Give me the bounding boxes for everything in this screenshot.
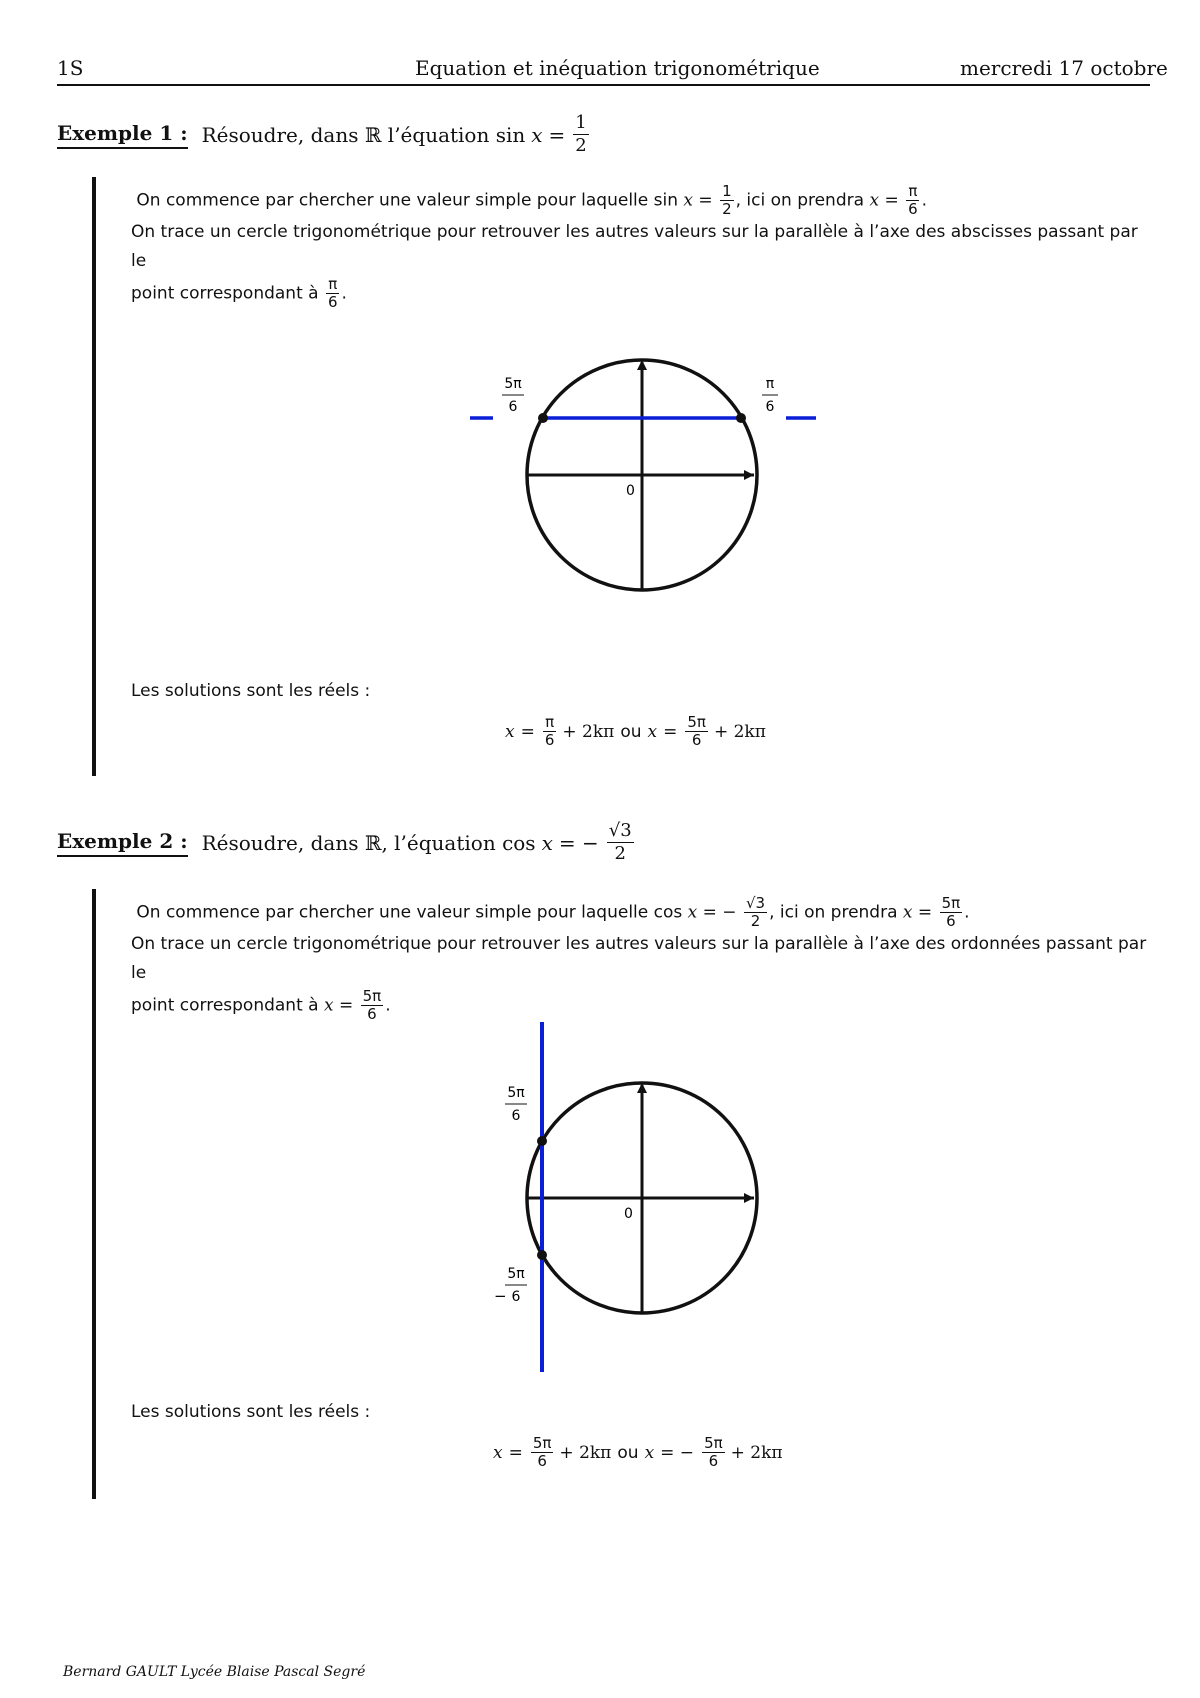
example1-trig-circle-figure xyxy=(450,340,830,600)
math-var: x xyxy=(323,995,334,1016)
example1-line2: On trace un cercle trigonométrique pour retrouver les autres valeurs sur la parallèle à l’axe des abscisses passant par le xyxy=(131,222,1138,271)
example1-solution xyxy=(505,714,766,749)
fraction-numerator: 1 xyxy=(722,182,732,200)
fraction xyxy=(720,183,734,218)
example2-line1 xyxy=(131,895,1151,930)
label-pi-6-num: π xyxy=(765,376,775,392)
fraction-denominator: 6 xyxy=(367,1005,377,1023)
origin-label: 0 xyxy=(624,1206,633,1222)
label-pi-6-den: 6 xyxy=(765,399,775,415)
math-eq: = xyxy=(698,190,713,211)
fraction-numerator: 5π xyxy=(362,987,382,1005)
text: . xyxy=(964,902,970,923)
label-5pi-6-den: 6 xyxy=(508,399,518,415)
fraction-numerator: 5π xyxy=(532,1434,552,1452)
example2-line3 xyxy=(131,988,1151,1023)
example2-solution xyxy=(493,1435,783,1470)
fraction xyxy=(940,895,963,930)
example2-statement-eq: = − xyxy=(558,830,599,855)
example2-label: Exemple 2 : xyxy=(57,829,188,857)
fraction-denominator: 6 xyxy=(908,200,918,218)
fraction-denominator: 6 xyxy=(327,293,338,311)
origin-label: 0 xyxy=(626,483,635,499)
fraction-denominator: 6 xyxy=(691,731,702,749)
header-class: 1S xyxy=(57,56,84,80)
fraction-denominator: 6 xyxy=(544,731,555,749)
example1-label: Exemple 1 : xyxy=(57,121,188,149)
math-term: + 2kπ xyxy=(562,721,615,742)
fraction-numerator: π xyxy=(908,182,918,200)
point-pi-over-6 xyxy=(736,413,746,423)
fraction-numerator: π xyxy=(545,713,555,731)
example2-title xyxy=(57,820,636,865)
fraction-denominator: 2 xyxy=(750,912,761,930)
label-minus-5pi-6-den: 6 xyxy=(511,1289,521,1305)
example1-title xyxy=(57,112,591,157)
fraction-numerator: π xyxy=(328,275,338,293)
math-eq: = xyxy=(884,190,899,211)
fraction xyxy=(326,276,340,311)
text: . xyxy=(341,283,347,304)
footer-author: Bernard GAULT Lycée Blaise Pascal Segré xyxy=(63,1664,366,1680)
fraction-numerator: √3 xyxy=(745,894,766,912)
fraction-denominator: 2 xyxy=(575,135,587,156)
math-var: x xyxy=(505,721,515,742)
math-var: x xyxy=(687,902,698,923)
header-rule xyxy=(57,84,1150,86)
header-title: Equation et inéquation trigonométrique xyxy=(415,56,820,80)
example2-statement-fraction xyxy=(607,820,634,865)
fraction xyxy=(543,714,557,749)
math-eq: = xyxy=(520,721,535,742)
text: point correspondant à xyxy=(131,283,319,304)
example2-text xyxy=(131,895,1151,1023)
example1-statement-var: x xyxy=(531,122,543,147)
example1-statement-fraction xyxy=(573,112,588,157)
header-date: mercredi 17 octobre xyxy=(960,56,1168,80)
text: . xyxy=(385,995,391,1016)
point-5pi-over-6 xyxy=(538,413,548,423)
fraction xyxy=(906,183,920,218)
text: On commence par chercher une valeur simple pour laquelle sin xyxy=(136,190,678,211)
fraction-numerator: 1 xyxy=(575,112,587,133)
example2-solutions-intro: Les solutions sont les réels : xyxy=(131,1402,371,1422)
x-axis-arrow xyxy=(744,470,754,480)
math-var: x xyxy=(493,1442,503,1463)
fraction-denominator: 2 xyxy=(722,200,732,218)
fraction-denominator: 2 xyxy=(614,843,626,864)
math-eq: = − xyxy=(660,1442,695,1463)
label-5pi-6-num: 5π xyxy=(507,1085,525,1101)
example1-margin-bar xyxy=(92,177,96,776)
math-var: x xyxy=(644,1442,655,1463)
fraction-numerator: √3 xyxy=(608,820,632,841)
example1-statement: Résoudre, dans ℝ l’équation sin xyxy=(201,122,526,147)
fraction xyxy=(702,1435,725,1470)
fraction xyxy=(744,895,767,930)
math-eq: = xyxy=(917,902,933,923)
fraction-denominator: 6 xyxy=(708,1452,719,1470)
fraction xyxy=(685,714,708,749)
math-eq: = xyxy=(663,721,678,742)
math-eq: = xyxy=(338,995,354,1016)
math-var: x xyxy=(869,190,880,211)
label-5pi-6-den: 6 xyxy=(511,1108,521,1124)
point-5pi-over-6 xyxy=(537,1136,547,1146)
example1-statement-eq: = xyxy=(548,122,566,147)
text: . xyxy=(921,190,928,211)
math-var: x xyxy=(647,721,658,742)
text-ou: ou xyxy=(617,1442,639,1463)
example1-text xyxy=(131,183,1151,311)
example2-statement: Résoudre, dans ℝ, l’équation cos xyxy=(201,830,536,855)
fraction-denominator: 6 xyxy=(537,1452,547,1470)
point-minus-5pi-over-6 xyxy=(537,1250,547,1260)
text: , ici on prendra xyxy=(769,902,898,923)
example2-margin-bar xyxy=(92,889,96,1499)
math-var: x xyxy=(683,190,693,211)
fraction-numerator: 5π xyxy=(687,713,706,731)
label-minus-sign: − xyxy=(494,1287,507,1305)
example2-trig-circle-figure xyxy=(470,1020,770,1375)
fraction-numerator: 5π xyxy=(704,1434,723,1452)
example2-statement-var: x xyxy=(541,830,553,855)
math-eq: = − xyxy=(702,902,737,923)
text-ou: ou xyxy=(620,721,642,742)
math-term: + 2kπ xyxy=(713,721,766,742)
text: On commence par chercher une valeur simple pour laquelle cos xyxy=(136,902,683,923)
label-minus-5pi-6-num: 5π xyxy=(507,1266,525,1282)
math-var: x xyxy=(902,902,913,923)
example1-line1 xyxy=(131,183,1151,218)
math-term: + 2kπ xyxy=(730,1442,783,1463)
fraction xyxy=(531,1435,554,1470)
fraction-denominator: 6 xyxy=(946,912,956,930)
math-term: + 2kπ xyxy=(559,1442,612,1463)
label-5pi-6-num: 5π xyxy=(504,376,522,392)
x-axis-arrow xyxy=(744,1193,754,1203)
fraction xyxy=(361,988,384,1023)
fraction-numerator: 5π xyxy=(941,894,961,912)
text: , ici on prendra xyxy=(735,190,865,211)
text: point correspondant à xyxy=(131,995,319,1016)
example2-line2: On trace un cercle trigonométrique pour retrouver les autres valeurs sur la parallèle à l’axe des ordonnées passant par le xyxy=(131,934,1147,983)
example1-line3 xyxy=(131,276,1151,311)
example1-solutions-intro: Les solutions sont les réels : xyxy=(131,681,371,701)
math-eq: = xyxy=(508,1442,523,1463)
